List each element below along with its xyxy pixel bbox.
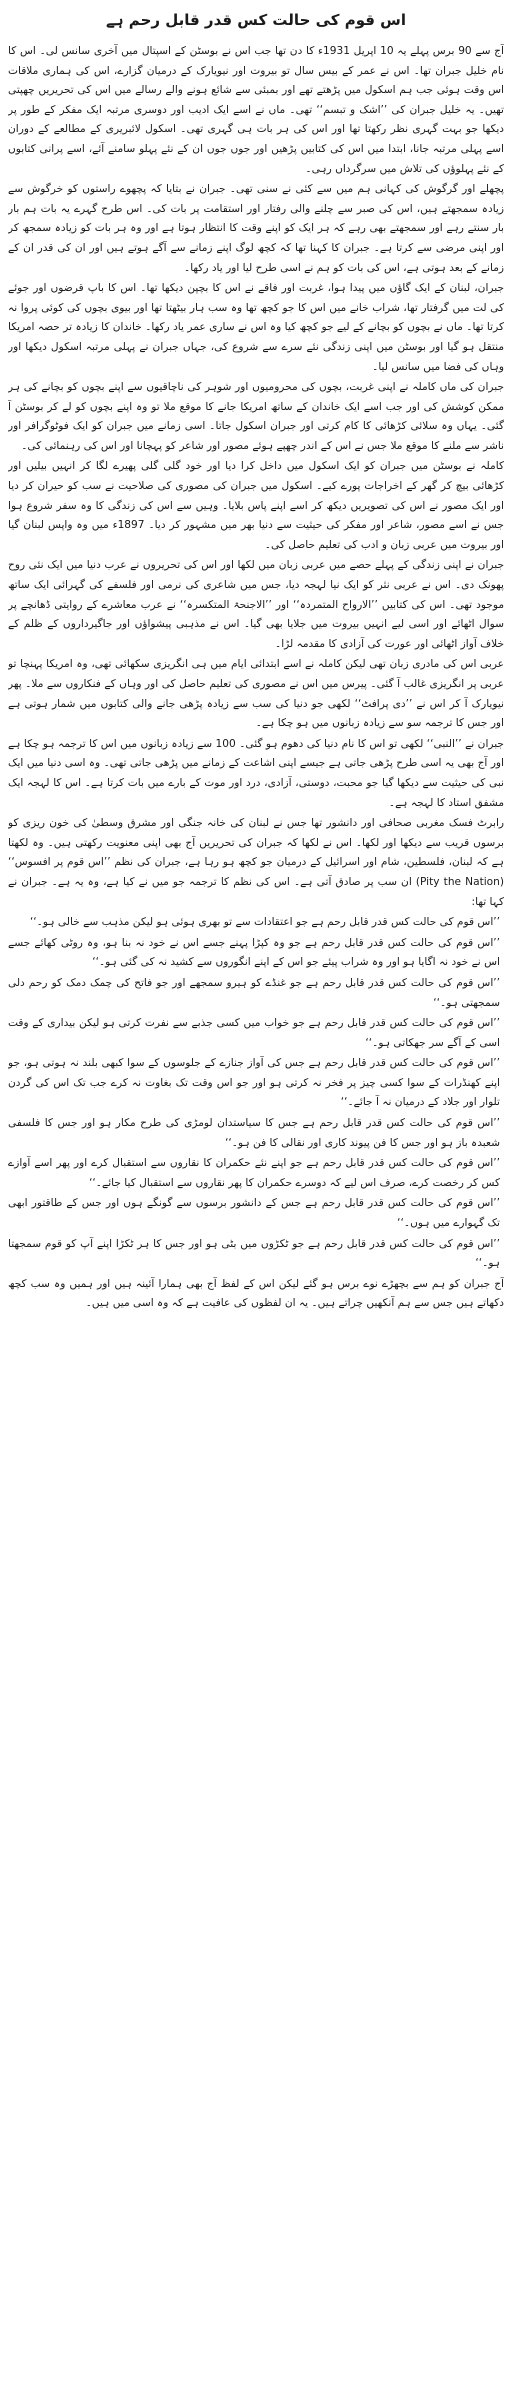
paragraph: کاملہ نے بوسٹن میں جبران کو ایک اسکول میں داخل کرا دیا اور خود گلی گلی پھیرے لگا کر انہیں بیلیں اور کڑھائی بیچ کر گھر کے اخراجات پورے کیے۔ اسکول میں جبران کی مصوری کی صلاحیت نے سب کو حیران کر دیا اور ایک مصور نے اس کی تصویریں دیکھ کر اسے اپنے پاس بلایا۔ وہیں سے اس کی زندگی کا وہ سفر شروع ہوا جس نے اسے مصور، شاعر اور مفکر کی حیثیت سے دنیا بھر میں مشہور کر دیا۔ 1897ء میں وہ واپس لبنان گیا اور بیروت میں عربی زبان و ادب کی تعلیم حاصل کی۔ bbox=[8, 460, 504, 551]
paragraph: آج سے 90 برس پہلے یہ 10 اپریل 1931ء کا دن تھا جب اس نے بوسٹن کے اسپتال میں آخری سانس لی۔ اس کا نام خلیل جبران تھا۔ اس نے عمر کے بیس سال تو بیروت اور نیویارک کے درمیان گزارے، اس کی ہماری ملاقات اس وقت ہوئی جب ہم اسکول میں پڑھتے تھے اور بمبئی سے شائع ہونے والے رسالے میں اس کی تحریریں چھپتی تھیں۔ یہ خلیل جبران کی ’’اشک و تبسم‘‘ تھی۔ ماں نے اسے ایک ادیب اور دوسری مرتبہ ایک مفکر کے طور پر دیکھا جو بہت گہری نظر رکھتا تھا اور اس کی ہر بات ہی گہری تھی۔ اسکول لائبریری کے مطالعے کے دوران اسے پہلی مرتبہ جانا، ابتدا میں اس کی کتابیں پڑھیں اور جوں جوں ان کے نئے پہلو سامنے آئے، اسے پرانی کتابوں کے نئے پہلوؤں کی تلاش میں سرگرداں رہی۔ bbox=[8, 45, 504, 175]
article-body bbox=[8, 42, 504, 2382]
quote-line: ’’اس قوم کی حالت کس قدر قابل رحم ہے جس کی آواز جنازے کے جلوسوں کے سوا کبھی بلند نہ ہوتی ہو، جو اپنے کھنڈرات کے سوا کسی چیز پر فخر نہ کرتی ہو اور جو اس وقت تک بغاوت نہ کرے جب تک اس کی گردن تلوار اور جلاد کے درمیان نہ آ جائے۔‘‘ bbox=[8, 1057, 500, 1109]
paragraph: جبران، لبنان کے ایک گاؤں میں پیدا ہوا، غربت اور فاقے نے اس کا بچپن دیکھا تھا۔ اس کا باپ قرضوں اور جوئے کی لت میں گرفتار تھا، شراب خانے میں اس کا جو کچھ تھا وہ سب ہار بیٹھتا تھا اور بیوی بچوں کی کوئی پروا نہ کرتا تھا۔ ماں نے بچوں کو بچانے کے لیے جو کچھ کیا وہ اس نے ساری عمر یاد رکھا۔ خاندان کا زیادہ تر حصہ امریکا منتقل ہو گیا اور بوسٹن میں اپنی زندگی نئے سرے سے شروع کی، جہاں جبران نے پہلی مرتبہ اسکول دیکھا اور وہاں کی فضا میں سانس لیا۔ bbox=[8, 282, 504, 373]
paragraph: پچھلے اور گرگوش کی کہانی ہم میں سے کئی نے سنی تھی۔ جبران نے بتایا کہ پچھوے راستوں کو خرگوش سے زیادہ سمجھتے ہیں، اس کی صبر سے چلنے والی رفتار اور استقامت پر بات کی۔ اس طرح گہرے یہ بات ہم بار بار سنتے رہے اور سمجھتے بھی رہے کہ ہر ایک کو اپنے وقت کا انتظار ہوتا ہے اور وہ ہر بات کو زیادہ سمجھ کر اور اپنی مرضی سے کرتا ہے۔ جبران کا کہنا تھا کہ کچھ لوگ اپنے زمانے سے آگے ہوتے ہیں اور ان کی قدر ان کے زمانے کے بعد ہوتی ہے، اس کی بات کو ہم نے اسی طرح لیا اور یاد رکھا۔ bbox=[8, 183, 504, 274]
quote-line: ’’اس قوم کی حالت کس قدر قابل رحم ہے جو ٹکڑوں میں بٹی ہو اور جس کا ہر ٹکڑا اپنے آپ کو قوم سمجھتا ہو۔‘‘ bbox=[8, 1237, 500, 1270]
paragraph: عربی اس کی مادری زبان تھی لیکن کاملہ نے اسے ابتدائی ایام میں ہی انگریزی سکھائی تھی، وہ امریکا پہنچا تو عربی پر انگریزی غالب آ گئی۔ پیرس میں اس نے مصوری کی تعلیم حاصل کی اور وہاں کے فنکاروں سے ملا۔ پھر نیویارک آ کر اس نے ’’دی پرافٹ‘‘ لکھی جو دنیا کی سب سے زیادہ پڑھی جانے والی کتابوں میں شمار ہوتی ہے اور جس کا ترجمہ سو سے زیادہ زبانوں میں ہو چکا ہے۔ bbox=[8, 658, 504, 730]
quote-line: ’’اس قوم کی حالت کس قدر قابل رحم ہے جو خواب میں کسی جذبے سے نفرت کرتی ہو لیکن بیداری کے وقت اسی کے آگے سر جھکاتی ہو۔‘‘ bbox=[8, 1017, 500, 1049]
paragraph: جبران نے اپنی زندگی کے پہلے حصے میں عربی زبان میں لکھا اور اس کی تحریروں نے عرب دنیا میں ایک نئی روح پھونک دی۔ اس نے عربی نثر کو ایک نیا لہجہ دیا، جس میں شاعری کی نرمی اور فلسفے کی گہرائی ایک ساتھ موجود تھی۔ اس کی کتابیں ’’الارواح المتمردہ‘‘ اور ’’الاجنحۃ المتکسرہ‘‘ نے عرب معاشرے کے روایتی ڈھانچے پر سوال اٹھائے اور اسی لیے انہیں بیروت میں جلایا بھی گیا۔ اس نے مذہبی پیشواؤں اور جاگیرداروں کے ظلم کے خلاف آواز اٹھائی اور عورت کی آزادی کا مقدمہ لڑا۔ bbox=[8, 559, 504, 650]
quote-line: ’’اس قوم کی حالت کس قدر قابل رحم ہے جو اعتقادات سے تو بھری ہوئی ہو لیکن مذہب سے خالی ہو۔‘‘ bbox=[29, 916, 500, 929]
quote-line: ’’اس قوم کی حالت کس قدر قابل رحم ہے جو وہ کپڑا پہنے جسے اس نے خود نہ بنا ہو، وہ روٹی کھائے جسے اس نے خود نہ اگایا ہو اور وہ شراب پیئے جو اس کے اپنے انگوروں سے کشید نہ کی گئی ہو۔‘‘ bbox=[8, 936, 500, 969]
quote-line: ’’اس قوم کی حالت کس قدر قابل رحم ہے جس کے دانشور برسوں سے گونگے ہوں اور جس کے طاقتور ابھی تک گہوارے میں ہوں۔‘‘ bbox=[8, 1197, 500, 1230]
paragraph: جبران کی ماں کاملہ نے اپنی غربت، بچوں کی محرومیوں اور شوہر کی ناچاقیوں سے اپنے بچوں کو بچانے کی ہر ممکن کوشش کی اور جب اسے ایک خاندان کے ساتھ امریکا جانے کا موقع ملا تو وہ اپنے بچوں کو لے کر بوسٹن آ گئی۔ یہاں وہ سلائی کڑھائی کا کام کرتی اور جبران اسکول جاتا۔ اسی زمانے میں جبران کو ایک فوٹوگرافر اور ناشر سے ملنے کا موقع ملا جس نے اس کے اندر چھپے ہوئے مصور اور شاعر کو پہچانا اور اس کی رہنمائی کی۔ bbox=[8, 381, 504, 452]
article-title: اس قوم کی حالت کس قدر قابل رحم ہے bbox=[106, 11, 406, 29]
paragraph: رابرٹ فسک مغربی صحافی اور دانشور تھا جس نے لبنان کی خانہ جنگی اور مشرق وسطیٰ کی خون ریزی کو برسوں قریب سے دیکھا اور لکھا۔ اس نے لکھا کہ جبران کی تحریریں آج بھی اپنی معنویت رکھتی ہیں۔ وہ لکھتا ہے کہ لبنان، فلسطین، شام اور اسرائیل کے درمیان جو کچھ ہو رہا ہے، جبران کی نظم ’’اس قوم پر افسوس‘‘ (Pity the Nation) ان سب پر صادق آتی ہے۔ اس کی نظم کا ترجمہ جو میں نے کیا ہے، وہ یہ ہے۔ جبران نے کہا تھا: bbox=[8, 817, 504, 908]
quote-line: ’’اس قوم کی حالت کس قدر قابل رحم ہے جو غنڈے کو ہیرو سمجھے اور جو فاتح کی چمک دمک کو رحم دلی سمجھتی ہو۔‘‘ bbox=[8, 976, 500, 1009]
paragraph: آج جبران کو ہم سے بچھڑے نوے برس ہو گئے لیکن اس کے لفظ آج بھی ہمارا آئینہ ہیں اور ہمیں وہ سب کچھ دکھاتے ہیں جس سے ہم آنکھیں چراتے ہیں۔ یہ ان لفظوں کی عافیت ہے کہ وہ اسی میں ہیں۔ bbox=[8, 1277, 504, 1310]
quote-line: ’’اس قوم کی حالت کس قدر قابل رحم ہے جو اپنے نئے حکمران کا نقاروں سے استقبال کرے اور پھر اسے آوازے کس کر رخصت کرے، صرف اس لیے کہ دوسرے حکمران کا پھر نقاروں سے استقبال کیا جائے۔‘‘ bbox=[8, 1157, 500, 1189]
paragraph: جبران نے ’’النبی‘‘ لکھی تو اس کا نام دنیا کی دھوم ہو گئی۔ 100 سے زیادہ زبانوں میں اس کا ترجمہ ہو چکا ہے اور آج بھی یہ اسی طرح پڑھی جاتی ہے جیسے اپنی اشاعت کے زمانے میں پڑھی جاتی تھی۔ وہ اسی دنیا میں ایک نبی کی حیثیت سے دیکھا گیا جو محبت، دوستی، آزادی، درد اور موت کے بارے میں بات کرتا ہے۔ اس کا لہجہ ایک مشفق استاد کا لہجہ ہے۔ bbox=[8, 737, 504, 809]
quote-line: ’’اس قوم کی حالت کس قدر قابل رحم ہے جس کا سیاستدان لومڑی کی طرح مکار ہو اور جس کا فلسفی شعبدہ باز ہو اور جس کا فن پیوند کاری اور نقالی کا فن ہو۔‘‘ bbox=[8, 1117, 500, 1149]
